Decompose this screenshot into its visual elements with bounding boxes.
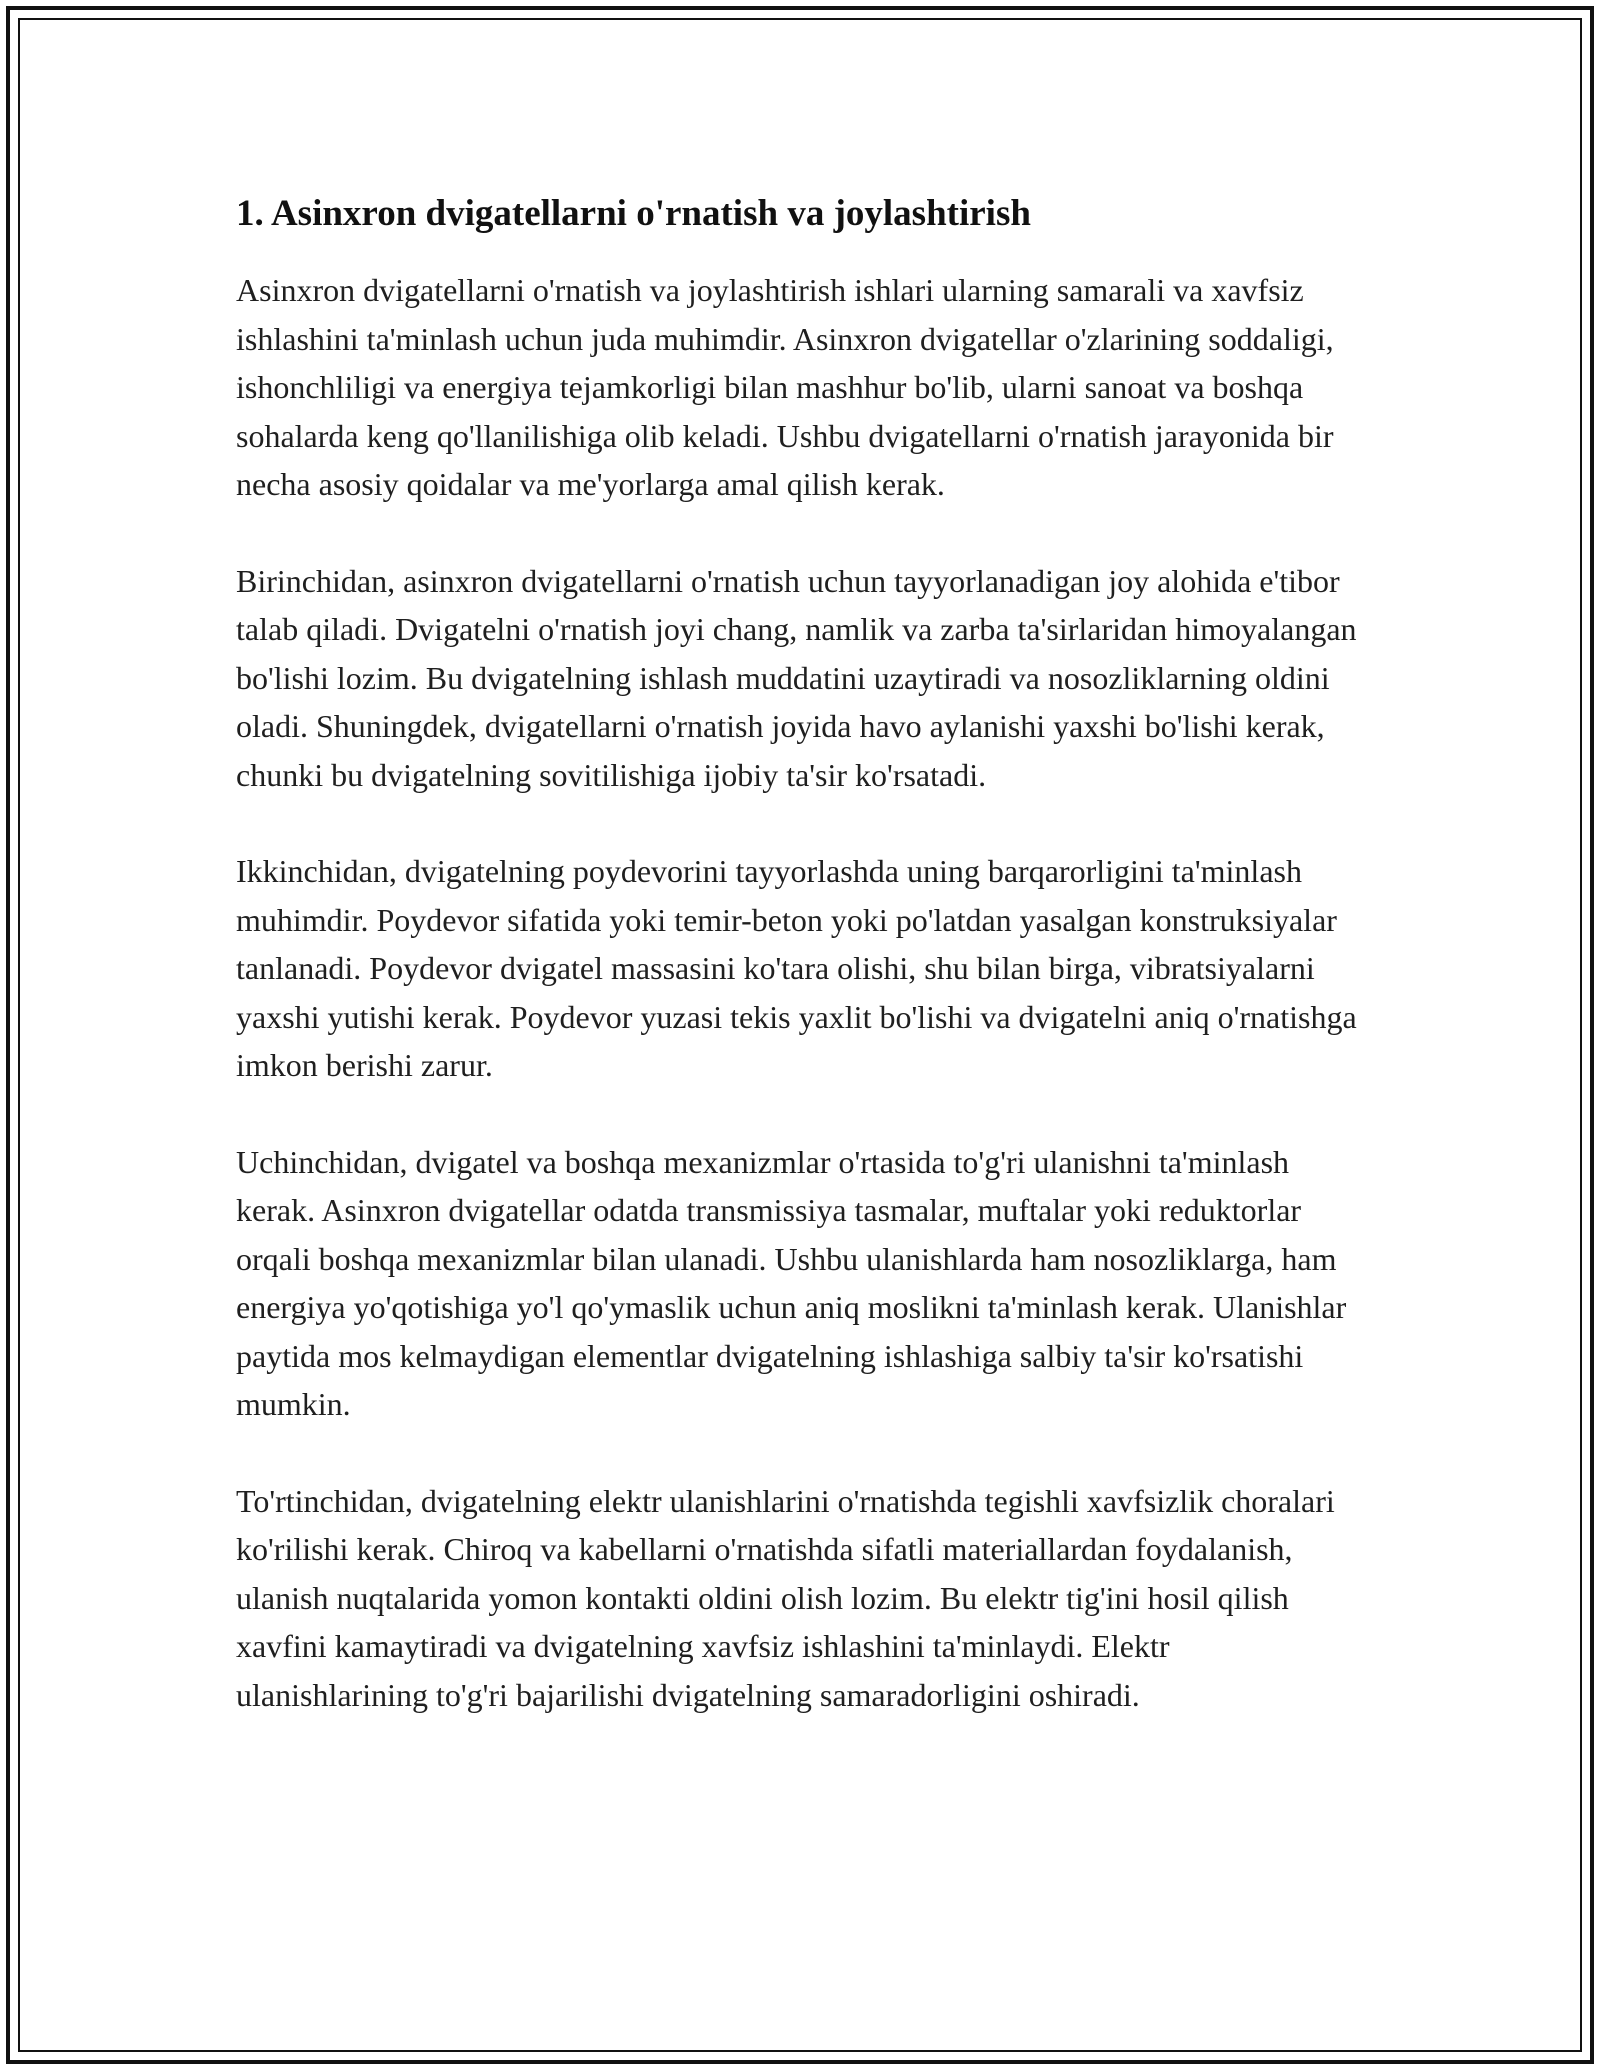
paragraph-first: Birinchidan, asinxron dvigatellarni o'rnatish uchun tayyorlanadigan joy alohida e'tibor talab qiladi. Dvigatelni o'rnatish joyi chang, namlik va zarba ta'sirlaridan himoyalangan bo'lishi lozim. Bu dvigatelning ishlash muddatini uzaytiradi va nosozliklarning oldini oladi. Shuningdek, dvigatellarni o'rnatish joyida havo aylanishi yaxshi bo'lishi kerak, chunki bu dvigatelning sovitilishiga ijobiy ta'sir ko'rsatadi. (236, 562, 1357, 793)
paragraph-second: Ikkinchidan, dvigatelning poydevorini tayyorlashda uning barqarorligini ta'minlash muhimdir. Poydevor sifatida yoki temir-beton yoki po'latdan yasalgan konstruksiyalar tanlanadi. Poydevor dvigatel massasini ko'tara olishi, shu bilan birga, vibratsiyalarni yaxshi yutishi kerak. Poydevor yuzasi tekis yaxlit bo'lishi va dvigatelni aniq o'rnatishga imkon berishi zarur. (236, 853, 1357, 1083)
document-body (236, 188, 1366, 1767)
paragraph-intro: Asinxron dvigatellarni o'rnatish va joylashtirish ishlari ularning samarali va xavfsiz ishlashini ta'minlash uchun juda muhimdir. Asinxron dvigatellar o'zlarining soddaligi, ishonchliligi va energiya tejamkorligi bilan mashhur bo'lib, ularni sanoat va boshqa sohalarda keng qo'llanilishiga olib keladi. Ushbu dvigatellarni o'rnatish jarayonida bir necha asosiy qoidalar va me'yorlarga amal qilish kerak. (236, 272, 1334, 502)
paragraph-fourth: To'rtinchidan, dvigatelning elektr ulanishlarini o'rnatishda tegishli xavfsizlik choralari ko'rilishi kerak. Chiroq va kabellarni o'rnatishda sifatli materiallardan foydalanish, ulanish nuqtalarida yomon kontakti oldini olish lozim. Bu elektr tig'ini hosil qilish xavfini kamaytiradi va dvigatelning xavfsiz ishlashini ta'minlaydi. Elektr ulanishlarining to'g'ri bajarilishi dvigatelning samaradorligini oshiradi. (236, 1482, 1335, 1713)
paragraph-third: Uchinchidan, dvigatel va boshqa mexanizmlar o'rtasida to'g'ri ulanishni ta'minlash kerak. Asinxron dvigatellar odatda transmissiya tasmalar, muftalar yoki reduktorlar orqali boshqa mexanizmlar bilan ulanadi. Ushbu ulanishlarda ham nosozliklarga, ham energiya yo'qotishiga yo'l qo'ymaslik uchun aniq moslikni ta'minlash kerak. Ulanishlar paytida mos kelmaydigan elementlar dvigatelning ishlashiga salbiy ta'sir ko'rsatishi mumkin. (236, 1143, 1347, 1422)
section-heading: 1. Asinxron dvigatellarni o'rnatish va joylashtirish (236, 193, 1031, 234)
